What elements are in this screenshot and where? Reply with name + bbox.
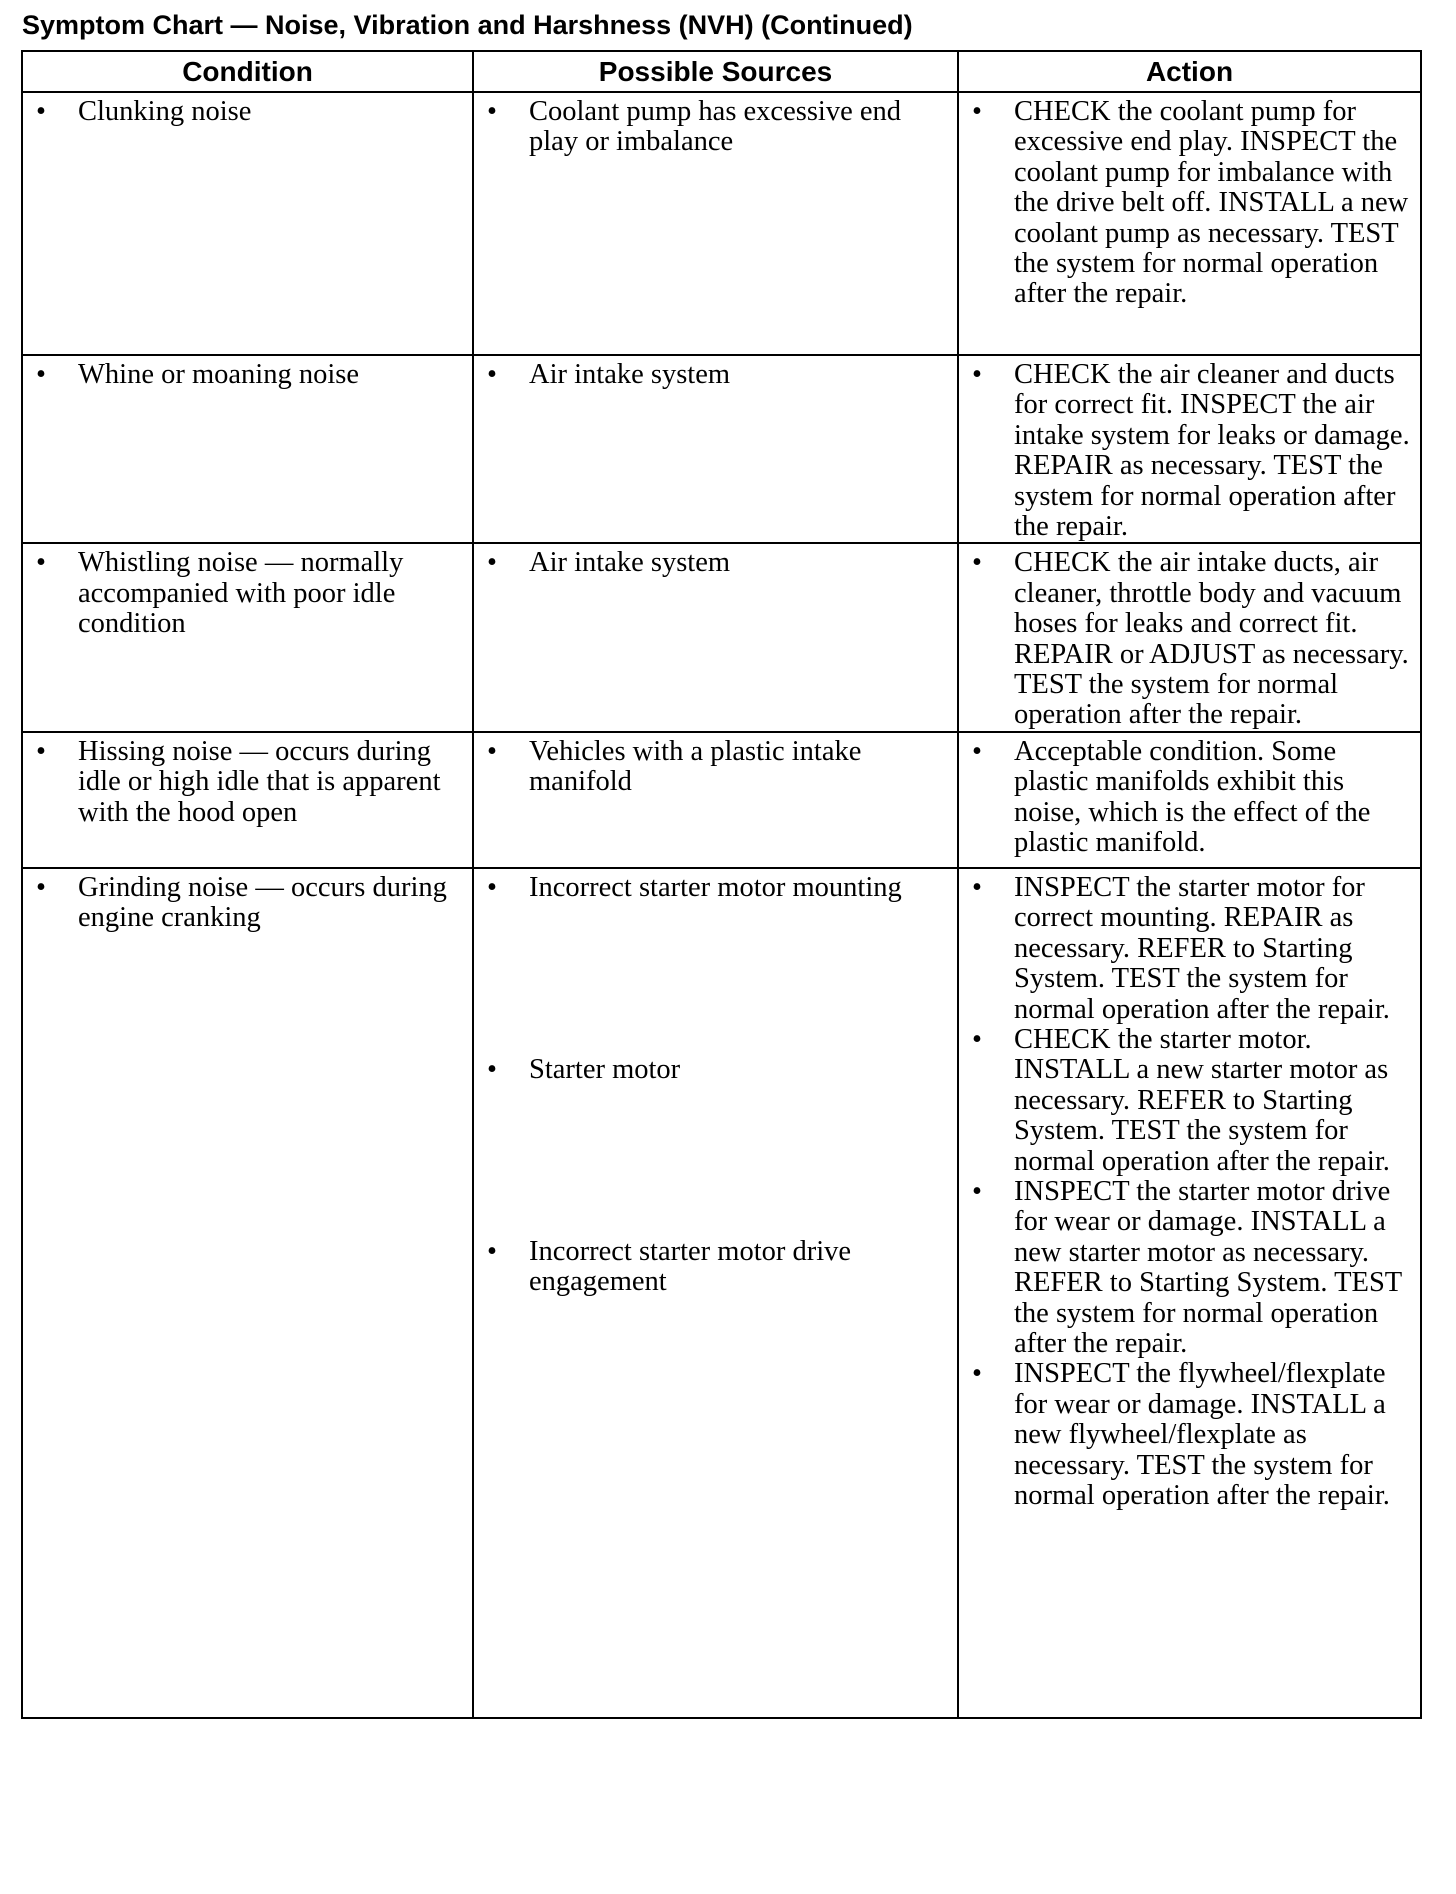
source-text: Coolant pump has excessive end play or imbalance (529, 96, 902, 158)
bullet-icon: • (36, 96, 46, 127)
bullet-icon: • (972, 1175, 982, 1207)
action-text: INSPECT the flywheel/flexplate for wear or damage. INSTALL a new flywheel/flexplate as necessary. TEST the system for normal operation after the repair. (1014, 1358, 1390, 1511)
sources-cell (473, 868, 958, 1718)
list-item (959, 1177, 1420, 1359)
symptom-chart-table (21, 50, 1422, 1719)
bullet-icon: • (487, 547, 497, 579)
list-item (474, 737, 957, 798)
list-item (474, 873, 957, 1055)
list-item (23, 873, 472, 934)
bullet-icon: • (487, 871, 497, 903)
condition-cell (22, 732, 473, 868)
bullet-icon: • (487, 1235, 497, 1267)
source-text: Air intake system (529, 547, 731, 579)
action-text: CHECK the coolant pump for excessive end play. INSPECT the coolant pump for imbalance with the drive belt off. INSTALL a new coolant pump as necessary. TEST the system for normal operation after the repair. (1014, 96, 1409, 310)
list-item (474, 360, 957, 390)
header-row (22, 51, 1421, 92)
action-text: INSPECT the starter motor for correct mounting. REPAIR as necessary. REFER to Starting System. TEST the system for normal operation after the repair. (1014, 871, 1390, 1025)
table-row (22, 355, 1421, 543)
bullet-icon: • (36, 359, 46, 390)
bullet-icon: • (972, 871, 982, 903)
action-text: Acceptable condition. Some plastic manifolds exhibit this noise, which is the effect of the plastic manifold. (1014, 735, 1371, 859)
list-item (23, 97, 472, 127)
action-cell (958, 355, 1421, 543)
action-cell (958, 868, 1421, 1718)
bullet-icon: • (36, 735, 46, 767)
sources-cell (473, 732, 958, 868)
list-item (474, 1237, 957, 1298)
bullet-icon: • (36, 547, 46, 579)
condition-text: Whine or moaning noise (78, 359, 359, 390)
action-text: CHECK the starter motor. INSTALL a new starter motor as necessary. REFER to Starting System. TEST the system for normal operation after the repair. (1014, 1023, 1390, 1177)
condition-text: Hissing noise — occurs during idle or high idle that is apparent with the hood open (78, 735, 441, 828)
table-row (22, 868, 1421, 1718)
action-text: CHECK the air intake ducts, air cleaner, throttle body and vacuum hoses for leaks and correct fit. REPAIR or ADJUST as necessary. TEST the system for normal operation after the repair. (1014, 547, 1409, 731)
source-text: Vehicles with a plastic intake manifold (529, 735, 862, 798)
condition-cell (22, 543, 473, 731)
list-item (23, 360, 472, 390)
bullet-icon: • (36, 871, 46, 903)
sources-cell (473, 543, 958, 731)
bullet-icon: • (972, 96, 982, 127)
bullet-icon: • (487, 359, 497, 390)
bullet-icon: • (972, 359, 982, 390)
header-condition: Condition (22, 51, 473, 92)
list-item (959, 1359, 1420, 1511)
list-item (474, 1055, 957, 1237)
source-text: Incorrect starter motor drive engagement (529, 1235, 852, 1298)
table-row (22, 92, 1421, 355)
table-row (22, 543, 1421, 731)
condition-cell (22, 92, 473, 355)
action-text: INSPECT the starter motor drive for wear or damage. INSTALL a new starter motor as necessary. REFER to Starting System. TEST the system for normal operation after the repair. (1014, 1175, 1402, 1359)
bullet-icon: • (487, 735, 497, 767)
sources-cell (473, 92, 958, 355)
list-item (959, 360, 1420, 542)
bullet-icon: • (972, 1358, 982, 1390)
source-text: Air intake system (529, 359, 731, 390)
condition-text: Clunking noise (78, 96, 252, 127)
sources-cell (473, 355, 958, 543)
list-item (959, 873, 1420, 1025)
action-cell (958, 543, 1421, 731)
source-text: Starter motor (529, 1053, 681, 1085)
condition-text: Grinding noise — occurs during engine cranking (78, 871, 447, 934)
table-row (22, 732, 1421, 868)
list-item (959, 548, 1420, 730)
bullet-icon: • (972, 547, 982, 579)
list-item (23, 737, 472, 828)
list-item (959, 97, 1420, 310)
condition-cell (22, 868, 473, 1718)
source-text: Incorrect starter motor mounting (529, 871, 902, 903)
condition-cell (22, 355, 473, 543)
list-item (959, 1025, 1420, 1177)
list-item (474, 97, 957, 158)
header-possible-sources: Possible Sources (473, 51, 958, 92)
header-action: Action (958, 51, 1421, 92)
list-item (23, 548, 472, 639)
condition-text: Whistling noise — normally accompanied with poor idle condition (78, 547, 404, 640)
action-cell (958, 732, 1421, 868)
bullet-icon: • (487, 96, 497, 127)
list-item (474, 548, 957, 578)
action-cell (958, 92, 1421, 355)
action-text: CHECK the air cleaner and ducts for correct fit. INSPECT the air intake system for leaks or damage. REPAIR as necessary. TEST the system for normal operation after the repair. (1014, 359, 1410, 543)
page-title: Symptom Chart — Noise, Vibration and Harshness (NVH) (Continued) (22, 10, 913, 40)
list-item (959, 737, 1420, 859)
bullet-icon: • (487, 1053, 497, 1085)
bullet-icon: • (972, 735, 982, 767)
bullet-icon: • (972, 1023, 982, 1055)
